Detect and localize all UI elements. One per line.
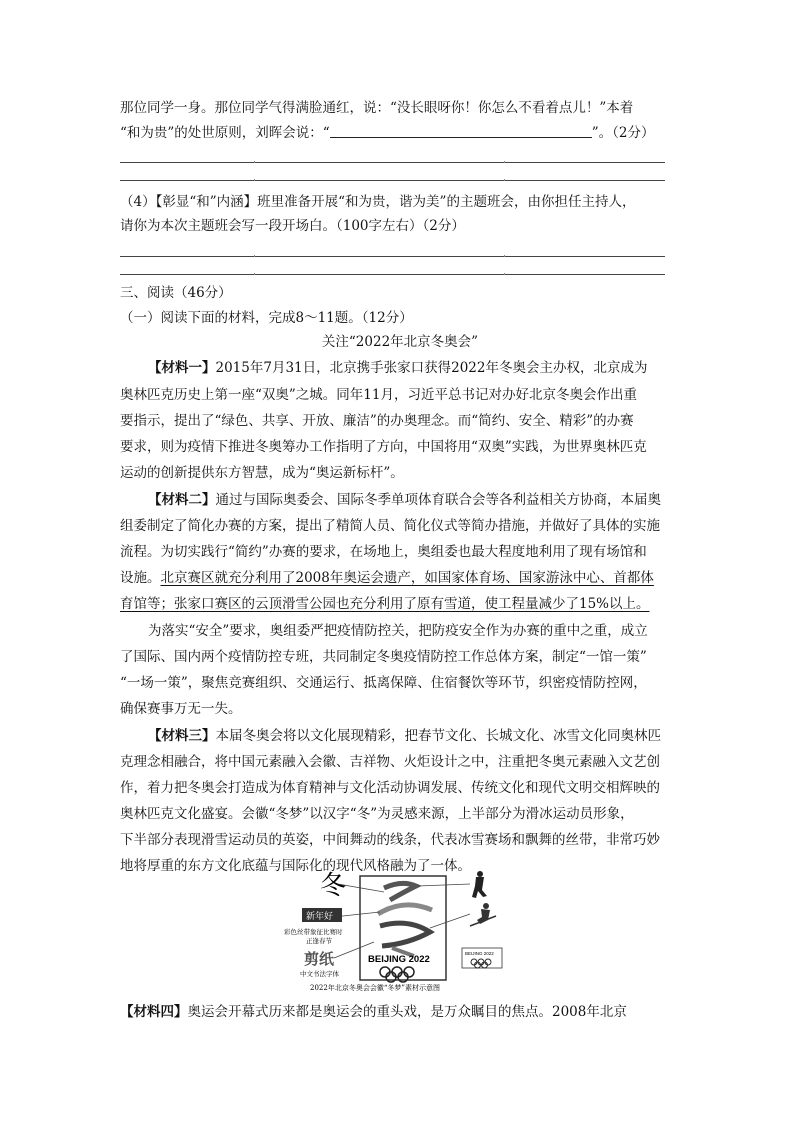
q4-line-2: 请你为本次主题班会写一段开场白。（100字左右）（2分）: [120, 218, 465, 234]
m1-line-2: 奥林匹克历史上第一座“双奥”之城。同年11月，习近平总书记对办好北京冬奥会作出重: [120, 387, 637, 403]
m3-line-5: 下半部分表现滑雪运动员的英姿，中间舞动的线条，代表冰雪赛场和飘舞的丝带，非常巧妙: [120, 832, 660, 848]
figure-caption: 2022年北京冬奥会会徽“冬梦”素材示意图: [310, 984, 440, 992]
calligraphy-caption: 中文书法字体: [300, 970, 339, 978]
q3-text-line-2: [120, 123, 680, 143]
m2-para2-line-2: 了国际、国内两个疫情防控专班，共同制定冬奥疫情防控工作总体方案，制定“一馆一策”: [120, 649, 647, 665]
emblem-figure: [284, 862, 510, 992]
m1-line-4: 要求，则为疫情下推进冬奥筹办工作指明了方向，中国将用“双奥”实践，为世界奥林匹克: [120, 439, 647, 455]
q3-score: ”。（2分）: [591, 125, 655, 141]
material-title: 关注“2022年北京冬奥会”: [321, 334, 479, 350]
underlined-sentence: 育馆等；张家口赛区的云顶滑雪公园也充分利用了原有雪道，使工程量减少了15%以上。: [120, 596, 650, 612]
q3-prompt: “和为贵”的处世原则，刘晖会说：“: [120, 125, 330, 141]
beijing-2022-text: BEIJING 2022: [368, 954, 430, 965]
skater-silhouette: [472, 871, 487, 898]
m1-label: 【材料一】: [148, 360, 216, 376]
ribbon-caption-1: 彩色丝带象征比赛时: [284, 928, 343, 936]
section-heading: 三、阅读（46分）: [120, 285, 232, 301]
ribbon-caption-2: 正逢春节: [306, 937, 332, 945]
small-emblem-text: BEIJING 2022: [465, 951, 494, 956]
m3-line-4: 奥林匹克文化盛宴。会徽“冬梦”以汉字“冬”为灵感来源，上半部分为滑冰运动员形象，: [120, 806, 634, 822]
m2-para2-line-4: 确保赛事万无一失。: [120, 701, 242, 717]
underlined-sentence: 北京赛区就充分利用了2008年奥运会遗产，如国家体育场、国家游泳中心、首都体: [160, 570, 654, 586]
answer-line[interactable]: [120, 180, 665, 181]
paper-cut-text: 剪纸: [304, 950, 335, 968]
m3-line-2: 克理念相融合，将中国元素融入会徽、吉祥物、火炬设计之中，注重把冬奥元素融入文艺创: [120, 754, 660, 770]
answer-line[interactable]: [120, 274, 665, 275]
answer-blank[interactable]: [330, 123, 592, 138]
m2-label: 【材料二】: [148, 492, 216, 508]
skier-silhouette: [470, 903, 496, 926]
m2-para2-line-3: “一场一策”，聚焦竞赛组织、交通运行、抵离保障、住宿餐饮等环节，织密疫情防控网，: [120, 675, 647, 691]
m2-line-2: 组委制定了简化办赛的方案，提出了精简人员、简化仪式等简办措施，并做好了具体的实施: [120, 518, 660, 534]
m2-para2-line-1: 为落实“安全”要求，奥组委严把疫情防控关，把防疫安全作为办赛的重中之重，成立: [148, 623, 648, 639]
calligraphy-char: 冬: [320, 871, 347, 901]
m2-line-1: 【材料二】通过与国际奥委会、国际冬季单项体育联合会等各利益相关方协商，本届奥: [148, 492, 661, 508]
svg-text:新年好: 新年好: [306, 912, 334, 922]
m3-line-1: 【材料三】本届冬奥会将以文化展现精彩，把春节文化、长城文化、冰雪文化同奥林匹: [148, 728, 661, 744]
m3-label: 【材料三】: [148, 728, 216, 744]
m1-line-3: 要指示，提出了“绿色、共享、开放、廉洁”的办奥理念。而“简约、安全、精彩”的办赛: [120, 413, 634, 429]
m2-line-4: 设施。北京赛区就充分利用了2008年奥运会遗产，如国家体育场、国家游泳中心、首都体: [120, 570, 654, 586]
answer-line[interactable]: [120, 162, 665, 163]
q3-text-line-1: 那位同学一身。那位同学气得满脸通红，说：“没长眼呀你！你怎么不看着点儿！”本着: [120, 100, 634, 116]
q4-line-1: （4）【彰显“和”内涵】班里准备开展“和为贵，谐为美”的主题班会，由你担任主持人，: [120, 194, 636, 210]
m1-line-1: 【材料一】2015年7月31日，北京携手张家口获得2022年冬奥会主办权，北京成为: [148, 360, 648, 376]
m4-line-1: 【材料四】奥运会开幕式历来都是奥运会的重头戏，是万众瞩目的焦点。2008年北京: [120, 1004, 627, 1020]
m3-line-6: 地将厚重的东方文化底蕴与国际化的现代风格融为了一体。: [120, 858, 471, 874]
subsection-heading: （一）阅读下面的材料，完成8～11题。（12分）: [120, 310, 413, 326]
m2-line-5: [120, 594, 680, 614]
m4-label: 【材料四】: [120, 1004, 188, 1020]
m1-line-5: 运动的创新提供东方智慧，成为“奥运新标杆”。: [120, 465, 404, 481]
m2-line-3: 流程。为切实践行“简约”办赛的要求，在场地上，奥组委也最大程度地利用了现有场馆和: [120, 544, 647, 560]
answer-line[interactable]: [120, 256, 665, 257]
m3-line-3: 作，着力把冬奥会打造成为体育精神与文化活动协调发展、传统文化和现代文明交相辉映的: [120, 780, 660, 796]
